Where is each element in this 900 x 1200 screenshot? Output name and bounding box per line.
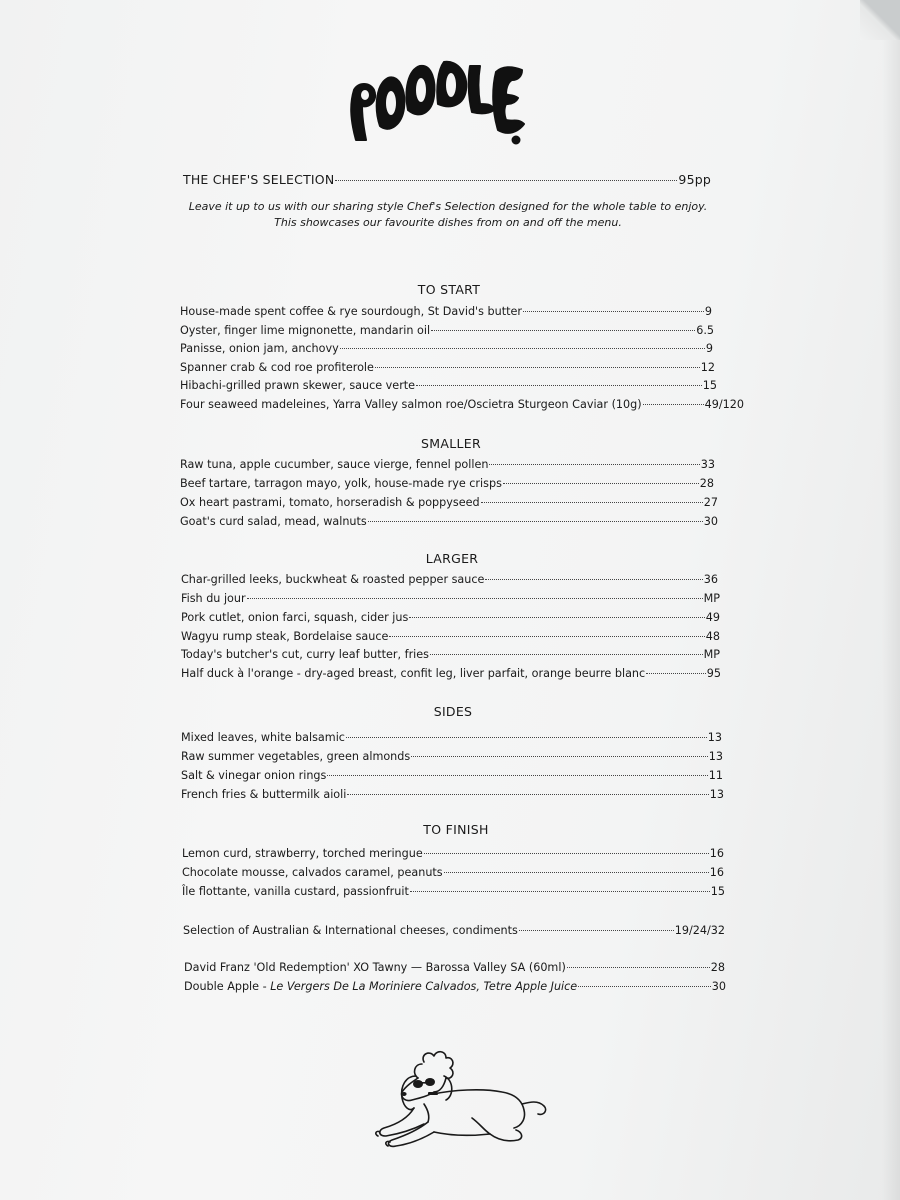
menu-item-price: 16 (709, 847, 724, 860)
menu-item-name: Oyster, finger lime mignonette, mandarin oil (180, 324, 431, 337)
menu-item-name: Hibachi-grilled prawn skewer, sauce verte (180, 379, 416, 392)
leader-dots (375, 367, 700, 368)
menu-item-price: 16 (709, 866, 724, 879)
menu-item (181, 665, 721, 683)
menu-item-price: 30 (703, 515, 718, 528)
menu-item-price: 6.5 (696, 324, 714, 337)
leader-dots (578, 986, 711, 987)
menu-item (180, 494, 718, 512)
menu-item-price: 13 (709, 788, 724, 801)
leader-dots (247, 598, 703, 599)
menu-item (181, 786, 724, 804)
menu-item (180, 340, 713, 358)
menu-item-name: Selection of Australian & International cheeses, condiments (183, 924, 518, 937)
menu-item-price: 33 (700, 458, 715, 471)
menu-item (180, 303, 712, 321)
menu-item-name: David Franz 'Old Redemption' XO Tawny — Barossa Valley SA (60ml) (184, 961, 566, 974)
menu-item-price: MP (703, 592, 720, 605)
menu-item-price: 13 (708, 750, 723, 763)
leader-dots (409, 617, 704, 618)
menu-item (181, 748, 723, 766)
menu-item-name: Beef tartare, tarragon mayo, yolk, house-made rye crisps (180, 477, 502, 490)
leader-dots (368, 521, 703, 522)
menu-item (181, 729, 722, 747)
menu-item-cheese (183, 922, 725, 940)
menu-item-name: Lemon curd, strawberry, torched meringue (182, 847, 423, 860)
menu-item-name: Half duck à l'orange - dry-aged breast, confit leg, liver parfait, orange beurre blanc (181, 667, 646, 680)
page-corner (860, 0, 900, 40)
menu-item-name: Ox heart pastrami, tomato, horseradish & poppyseed (180, 496, 480, 509)
poodle-logo-icon (340, 48, 530, 148)
menu-item (182, 883, 725, 901)
menu-item-price: 49 (705, 611, 720, 624)
poodle-dog-illustration-icon (372, 1048, 557, 1158)
menu-item-name: Île flottante, vanilla custard, passionfruit (182, 885, 409, 898)
section-title-to-start: TO START (417, 282, 481, 297)
menu-item-name: House-made spent coffee & rye sourdough, St David's butter (180, 305, 522, 318)
menu-item-price: 9 (705, 342, 713, 355)
section-title-to-finish: TO FINISH (423, 822, 489, 837)
menu-item-name: Pork cutlet, onion farci, squash, cider jus (181, 611, 409, 624)
leader-dots (485, 579, 702, 580)
menu-item (180, 359, 715, 377)
chefs-selection-description (150, 199, 746, 231)
leader-dots (503, 483, 699, 484)
menu-item-price: 48 (705, 630, 720, 643)
menu-item (181, 628, 720, 646)
menu-item-drink (184, 978, 726, 996)
leader-dots (416, 385, 702, 386)
chefs-selection-desc-line: Leave it up to us with our sharing style Chef's Selection designed for the whole table to enjoy. (188, 200, 708, 213)
leader-dots (347, 794, 708, 795)
menu-item-name: Four seaweed madeleines, Yarra Valley salmon roe/Oscietra Sturgeon Caviar (10g) (180, 398, 642, 411)
chefs-selection-name: THE CHEF'S SELECTION (183, 172, 335, 187)
menu-item (180, 513, 718, 531)
leader-dots (489, 464, 699, 465)
menu-item-price: 30 (711, 980, 726, 993)
menu-item-name: Char-grilled leeks, buckwheat & roasted pepper sauce (181, 573, 485, 586)
menu-item-name: Mixed leaves, white balsamic (181, 731, 345, 744)
menu-item-price: 36 (703, 573, 718, 586)
leader-dots (327, 775, 707, 776)
leader-dots (431, 330, 695, 331)
menu-item-name: Wagyu rump steak, Bordelaise sauce (181, 630, 389, 643)
menu-item-name: Spanner crab & cod roe profiterole (180, 361, 374, 374)
leader-dots (389, 636, 704, 637)
leader-dots (335, 180, 677, 181)
menu-item-name: French fries & buttermilk aioli (181, 788, 347, 801)
menu-item (180, 377, 717, 395)
menu-item-name: Today's butcher's cut, curry leaf butter, fries (181, 648, 429, 661)
leader-dots (567, 967, 710, 968)
leader-dots (411, 756, 708, 757)
section-title-larger: LARGER (425, 551, 479, 566)
menu-item-price: MP (703, 648, 720, 661)
menu-item-price: 95 (706, 667, 721, 680)
leader-dots (346, 737, 707, 738)
menu-item (181, 646, 720, 664)
menu-item (181, 590, 720, 608)
menu-item-price: 27 (703, 496, 718, 509)
menu-item-price: 15 (702, 379, 717, 392)
leader-dots (646, 673, 706, 674)
menu-item (181, 767, 723, 785)
menu-item (180, 322, 714, 340)
menu-item-price: 15 (710, 885, 725, 898)
leader-dots (424, 853, 709, 854)
leader-dots (481, 502, 703, 503)
leader-dots (410, 891, 710, 892)
section-title-smaller: SMALLER (421, 436, 481, 451)
menu-item-name: Panisse, onion jam, anchovy (180, 342, 339, 355)
menu-item (180, 475, 714, 493)
menu-item (180, 456, 715, 474)
leader-dots (643, 404, 704, 405)
menu-item-name: Fish du jour (181, 592, 246, 605)
leader-dots (444, 872, 709, 873)
menu-item (182, 845, 724, 863)
menu-item-name: Raw tuna, apple cucumber, sauce vierge, fennel pollen (180, 458, 489, 471)
menu-item-price: 11 (708, 769, 723, 782)
menu-item-price: 28 (699, 477, 714, 490)
menu-item-name-italic: Le Vergers De La Moriniere Calvados, Tetre Apple Juice (270, 980, 578, 993)
section-title-sides: SIDES (433, 704, 473, 719)
leader-dots (430, 654, 703, 655)
menu-item-drink (184, 959, 725, 977)
menu-item (180, 396, 744, 414)
menu-item-name-plain: Double Apple - (184, 980, 271, 993)
chefs-selection-row (183, 172, 711, 187)
menu-item-name: Raw summer vegetables, green almonds (181, 750, 411, 763)
menu-item (182, 864, 724, 882)
page-edge-shadow (882, 0, 900, 1200)
menu-item (181, 571, 718, 589)
chefs-selection-price: 95pp (678, 172, 711, 187)
leader-dots (340, 348, 705, 349)
menu-item (181, 609, 720, 627)
chefs-selection-desc-line: This showcases our favourite dishes from on and off the menu. (274, 216, 622, 229)
leader-dots (523, 311, 704, 312)
menu-item-price: 13 (707, 731, 722, 744)
menu-item-name: Salt & vinegar onion rings (181, 769, 327, 782)
menu-item-price: 28 (710, 961, 725, 974)
menu-item-name: Goat's curd salad, mead, walnuts (180, 515, 367, 528)
menu-item-price: 19/24/32 (674, 924, 725, 937)
menu-item-price: 12 (700, 361, 715, 374)
menu-item-name: Chocolate mousse, calvados caramel, peanuts (182, 866, 443, 879)
menu-item-price: 9 (704, 305, 712, 318)
leader-dots (519, 930, 674, 931)
menu-item-price: 49/120 (704, 398, 744, 411)
menu-item-name (184, 978, 577, 996)
